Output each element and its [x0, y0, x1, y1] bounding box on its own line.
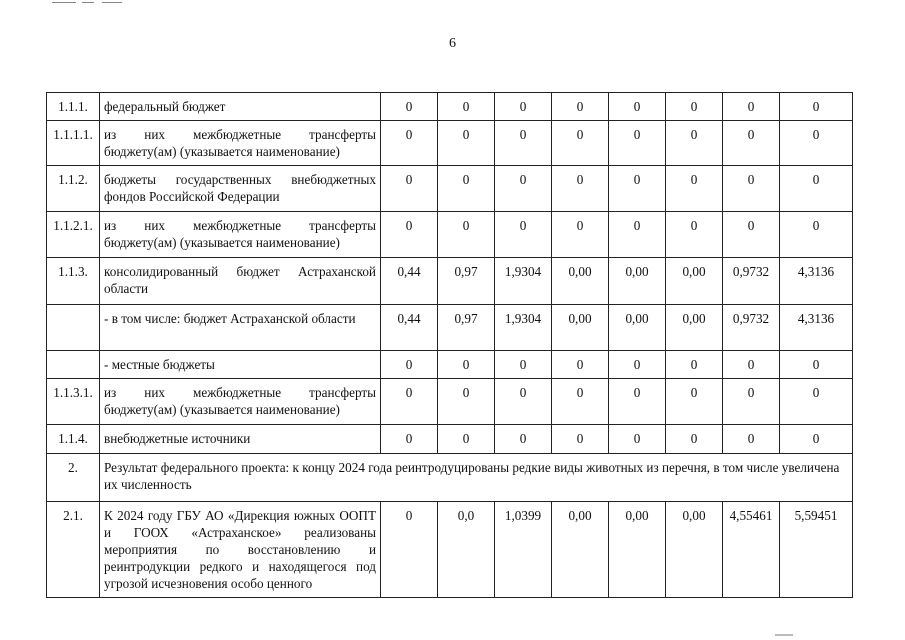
value-cell: 1,0399 [495, 502, 552, 598]
row-description: консолидированный бюджет Астраханской области [100, 258, 381, 305]
value-cell: 4,3136 [780, 305, 853, 351]
value-cell: 0 [780, 351, 853, 379]
row-description: К 2024 году ГБУ АО «Дирекция южных ООПТ и ГООХ «Астраханское» реализованы мероприятия по восстановлению и реинтродукции редкого и находящегося под угрозой исчезновения особо ценного [100, 502, 381, 598]
value-cell: 0 [609, 425, 666, 454]
value-cell: 0,9732 [723, 305, 780, 351]
value-cell: 0,00 [666, 502, 723, 598]
row-description: из них межбюджетные трансферты бюджету(ам) (указывается наименование) [100, 212, 381, 258]
value-cell: 0,00 [552, 502, 609, 598]
value-cell: 0 [381, 121, 438, 166]
value-cell: 0 [666, 212, 723, 258]
value-cell: 0 [438, 93, 495, 121]
value-cell: 0 [552, 425, 609, 454]
value-cell: 0 [552, 121, 609, 166]
value-cell: 0,00 [552, 258, 609, 305]
section-number: 2. [47, 454, 100, 502]
value-cell: 0 [609, 121, 666, 166]
value-cell: 0 [780, 166, 853, 212]
value-cell: 0 [609, 379, 666, 425]
value-cell: 0 [381, 425, 438, 454]
value-cell: 0 [609, 212, 666, 258]
table-row [47, 258, 853, 305]
row-number: 1.1.1. [47, 93, 100, 121]
value-cell: 0 [723, 351, 780, 379]
value-cell: 0 [666, 425, 723, 454]
table-row [47, 93, 853, 121]
value-cell: 0 [495, 166, 552, 212]
value-cell: 0 [381, 212, 438, 258]
value-cell: 0 [495, 93, 552, 121]
row-number [47, 351, 100, 379]
value-cell: 0 [609, 351, 666, 379]
value-cell: 0 [381, 379, 438, 425]
value-cell: 0 [609, 166, 666, 212]
row-description: - местные бюджеты [100, 351, 381, 379]
value-cell: 5,59451 [780, 502, 853, 598]
value-cell: 0 [381, 166, 438, 212]
table-row [47, 166, 853, 212]
value-cell: 0,00 [666, 258, 723, 305]
table-row [47, 351, 853, 379]
section-title: Результат федерального проекта: к концу 2024 года реинтродуцированы редкие виды животных из перечня, в том числе увеличена их численность [100, 454, 853, 502]
value-cell: 1,9304 [495, 258, 552, 305]
value-cell: 0 [666, 351, 723, 379]
value-cell: 0 [723, 379, 780, 425]
value-cell: 0 [438, 379, 495, 425]
row-number: 1.1.2.1. [47, 212, 100, 258]
value-cell: 0 [666, 379, 723, 425]
scan-artifact-marks [52, 2, 122, 4]
value-cell: 0 [780, 212, 853, 258]
row-number: 1.1.4. [47, 425, 100, 454]
value-cell: 0 [723, 121, 780, 166]
value-cell: 0 [552, 93, 609, 121]
page-number: 6 [449, 36, 456, 51]
row-number: 1.1.1.1. [47, 121, 100, 166]
value-cell: 0 [495, 351, 552, 379]
value-cell: 0 [609, 93, 666, 121]
value-cell: 0 [780, 93, 853, 121]
table-row [47, 305, 853, 351]
value-cell: 0,97 [438, 305, 495, 351]
row-description: бюджеты государственных внебюджетных фондов Российской Федерации [100, 166, 381, 212]
value-cell: 0 [495, 212, 552, 258]
row-number [47, 305, 100, 351]
value-cell: 0 [666, 93, 723, 121]
value-cell: 0,9732 [723, 258, 780, 305]
value-cell: 0 [723, 425, 780, 454]
table-row [47, 379, 853, 425]
value-cell: 0 [495, 425, 552, 454]
value-cell: 0 [495, 379, 552, 425]
value-cell: 0,0 [438, 502, 495, 598]
scan-artifact-mark [775, 634, 793, 636]
value-cell: 0,00 [666, 305, 723, 351]
value-cell: 0 [381, 502, 438, 598]
value-cell: 0 [780, 379, 853, 425]
row-number: 1.1.3.1. [47, 379, 100, 425]
table-row [47, 121, 853, 166]
row-description: внебюджетные источники [100, 425, 381, 454]
value-cell: 0,00 [609, 502, 666, 598]
value-cell: 0,44 [381, 258, 438, 305]
value-cell: 0 [438, 166, 495, 212]
value-cell: 0,00 [609, 258, 666, 305]
value-cell: 0,00 [609, 305, 666, 351]
value-cell: 1,9304 [495, 305, 552, 351]
value-cell: 4,3136 [780, 258, 853, 305]
value-cell: 0 [666, 166, 723, 212]
value-cell: 0 [552, 166, 609, 212]
row-description: - в том числе: бюджет Астраханской области [100, 305, 381, 351]
value-cell: 0 [495, 121, 552, 166]
value-cell: 0 [723, 93, 780, 121]
value-cell: 0 [552, 212, 609, 258]
value-cell: 4,55461 [723, 502, 780, 598]
row-description: из них межбюджетные трансферты бюджету(ам) (указывается наименование) [100, 121, 381, 166]
value-cell: 0 [438, 425, 495, 454]
value-cell: 0 [438, 121, 495, 166]
table-row [47, 425, 853, 454]
value-cell: 0 [666, 121, 723, 166]
value-cell: 0 [780, 425, 853, 454]
value-cell: 0 [438, 212, 495, 258]
value-cell: 0 [723, 212, 780, 258]
value-cell: 0 [552, 379, 609, 425]
value-cell: 0 [552, 351, 609, 379]
value-cell: 0 [438, 351, 495, 379]
table-row [47, 502, 853, 598]
row-number: 1.1.2. [47, 166, 100, 212]
row-number: 2.1. [47, 502, 100, 598]
table-row [47, 212, 853, 258]
row-number: 1.1.3. [47, 258, 100, 305]
section-row [47, 454, 853, 502]
value-cell: 0,97 [438, 258, 495, 305]
value-cell: 0 [381, 93, 438, 121]
value-cell: 0 [723, 166, 780, 212]
row-description: из них межбюджетные трансферты бюджету(ам) (указывается наименование) [100, 379, 381, 425]
value-cell: 0 [780, 121, 853, 166]
budget-table [46, 92, 853, 598]
value-cell: 0,44 [381, 305, 438, 351]
value-cell: 0 [381, 351, 438, 379]
value-cell: 0,00 [552, 305, 609, 351]
row-description: федеральный бюджет [100, 93, 381, 121]
